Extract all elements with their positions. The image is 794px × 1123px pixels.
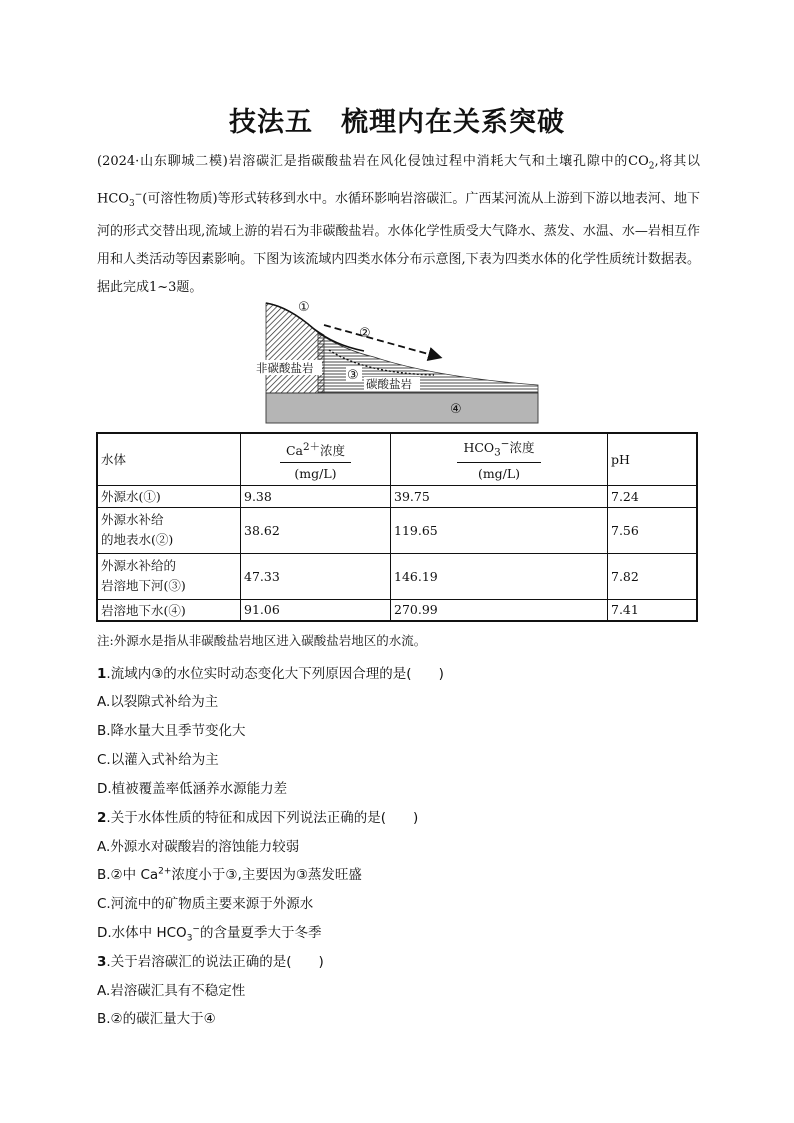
row-ph: 7.82: [608, 553, 698, 599]
intro-text-3: (可溶性物质)等形式转移到水中。水循环影响岩溶碳汇。广西某河流从上游到下游以地表河、地下河的形式交替出现,流域上游的岩石为非碳酸盐岩。水体化学性质受大气降水、蒸发、水温、水—岩相互作用和人类活动等因素影响。下图为该流域内四类水体分布示意图,下表为四类水体的化学性质统计数据表。据此完成1~3题。: [97, 190, 700, 295]
q1-option-d: D.植被覆盖率低涵养水源能力差: [97, 781, 288, 797]
question-3-stem: 3.关于岩溶碳汇的说法正确的是( ): [97, 954, 324, 970]
row-hco3: 146.19: [391, 553, 608, 599]
row-hco3: 39.75: [391, 485, 608, 507]
page-title: 技法五 梳理内在关系突破: [229, 107, 565, 138]
intro-text-2: ,将其以HCO: [97, 154, 700, 206]
row-ca: 47.33: [241, 553, 391, 599]
row-hco3: 270.99: [391, 599, 608, 621]
q1-option-b: B.降水量大且季节变化大: [97, 723, 246, 739]
q1-option-c: C.以灌入式补给为主: [97, 752, 219, 768]
header-hco3: $HCO_3^-$浓度 (mg/L): [391, 433, 608, 485]
carbonate-rock-layer: [318, 333, 538, 393]
row-name: 外源水补给 的地表水(②): [97, 507, 241, 553]
row-name: 岩溶地下水(④): [97, 599, 241, 621]
intro-text-1: 岩溶碳汇是指碳酸盐岩在风化侵蚀过程中消耗大气和土壤孔隙中的CO: [227, 154, 649, 169]
label-water-4: ④: [450, 402, 462, 417]
label-non-carbonate: 非碳酸盐岩: [256, 361, 314, 375]
co2-subscript: 2: [648, 161, 655, 172]
row-ca: 38.62: [241, 507, 391, 553]
row-ph: 7.41: [608, 599, 698, 621]
hco3-subscript: 3: [128, 198, 135, 209]
q2-option-c: C.河流中的矿物质主要来源于外源水: [97, 896, 314, 912]
q2-option-d: D.水体中 $HCO_3^-$的含量夏季大于冬季: [97, 924, 322, 944]
header-ph: pH: [608, 433, 698, 485]
table-note: 注:外源水是指从非碳酸盐岩地区进入碳酸盐岩地区的水流。: [97, 633, 427, 648]
table-header-row: [97, 433, 697, 485]
header-ca: $Ca^{2+}$浓度 (mg/L): [241, 433, 391, 485]
row-ca: 9.38: [241, 485, 391, 507]
table-row: [97, 599, 697, 621]
row-ph: 7.56: [608, 507, 698, 553]
q2-option-b: B.②中 $Ca^{2+}$浓度小于③,主要因为③蒸发旺盛: [97, 866, 362, 883]
row-hco3: 119.65: [391, 507, 608, 553]
label-water-1: ①: [298, 300, 310, 315]
label-carbonate: 碳酸盐岩: [366, 377, 412, 391]
non-carbonate-rock-layer: [266, 303, 324, 393]
hco3-superscript: −: [134, 189, 143, 200]
intro-paragraph: [97, 148, 700, 302]
bedrock-layer-4: [266, 393, 538, 423]
water-chemistry-table: [96, 432, 698, 622]
header-water-body: 水体: [97, 433, 241, 485]
row-ph: 7.24: [608, 485, 698, 507]
table-row: [97, 553, 697, 599]
table-row: [97, 485, 697, 507]
row-name: 外源水补给的 岩溶地下河(③): [97, 553, 241, 599]
q3-option-b: B.②的碳汇量大于④: [97, 1011, 216, 1027]
q3-option-a: A.岩溶碳汇具有不稳定性: [97, 983, 246, 999]
row-ca: 91.06: [241, 599, 391, 621]
row-name: 外源水(①): [97, 485, 241, 507]
table-row: [97, 507, 697, 553]
q1-option-a: A.以裂隙式补给为主: [97, 694, 219, 710]
label-water-3: ③: [347, 368, 359, 383]
intro-source: (2024·山东聊城二模): [97, 154, 228, 169]
question-2-stem: 2.关于水体性质的特征和成因下列说法正确的是( ): [97, 810, 419, 826]
water-body-diagram: [254, 295, 544, 427]
q2-option-a: A.外源水对碳酸岩的溶蚀能力较弱: [97, 839, 300, 855]
question-1-stem: 1.流域内③的水位实时动态变化大下列原因合理的是( ): [97, 666, 444, 682]
label-water-2: ②: [359, 326, 371, 341]
